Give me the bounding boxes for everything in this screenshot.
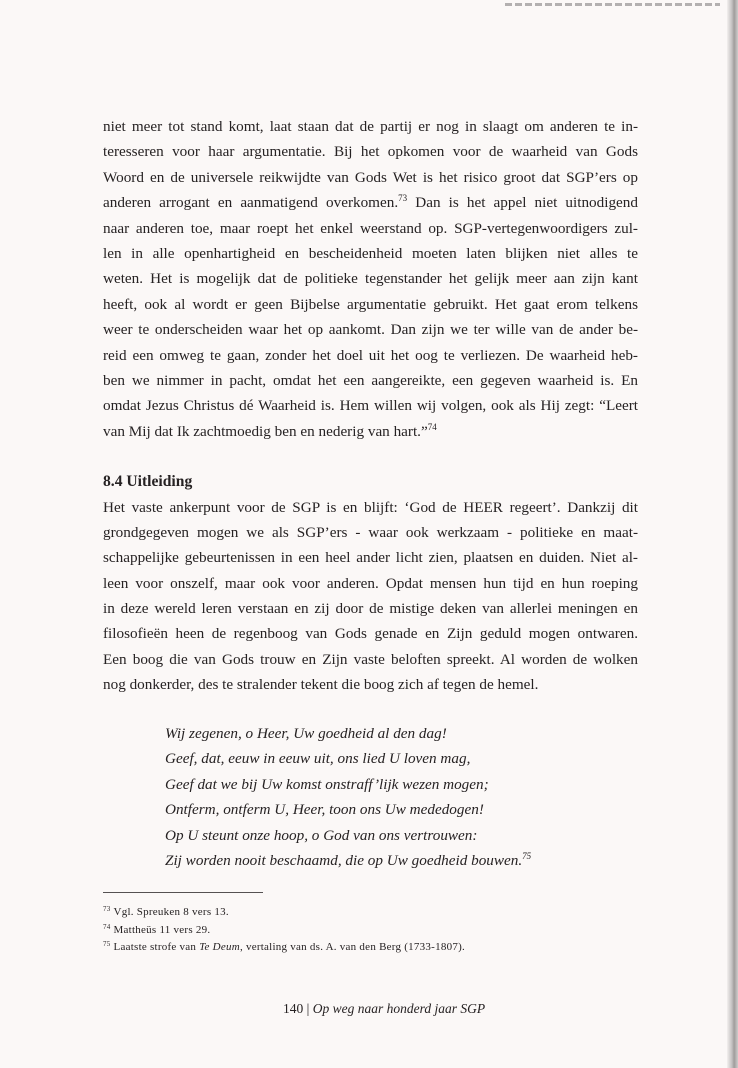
poem-line: Ontferm, ontferm U, Heer, toon ons Uw mededogen! [165, 801, 484, 819]
poem-line: Wij zegenen, o Heer, Uw goedheid al den dag! [165, 725, 447, 742]
text-line: heeft, ook al wordt er geen Bijbelse argumentatie gebruikt. Het gaat erom telkens [103, 295, 638, 313]
footnote-text: Mattheüs 11 vers 29. [113, 923, 211, 936]
text-line: nog donkerder, des te stralender tekent die boog zich af tegen de hemel. [103, 676, 539, 694]
poem-line: Geef, dat, eeuw in eeuw uit, ons lied U loven mag, [165, 750, 471, 768]
text-line: Woord en de universele reikwijdte van Gods Wet is het risico groot dat SGP’ers op [103, 168, 638, 186]
section-heading: 8.4 Uitleiding [103, 473, 193, 490]
text-line: in deze wereld leren verstaan en zij door de mistige deken van allerlei meningen en [103, 600, 638, 618]
footnote [103, 939, 623, 957]
poem-line: Op U steunt onze hoop, o God van ons vertrouwen: [165, 826, 478, 844]
text-line: ben we nimmer in pacht, omdat het een aangereikte, een gegeven waarheid is. En [103, 371, 638, 389]
text-line: grondgegeven mogen we als SGP’ers - waar ook werkzaam - politieke en maat- [103, 523, 638, 541]
footnote-number: 75 [103, 940, 111, 948]
footnote-ref: 74 [427, 421, 437, 432]
paragraph-1 [103, 114, 638, 444]
text-line: len in alle openhartigheid en bescheidenheid moeten laten blijken niet alles te [103, 244, 638, 262]
footnote-work-title: Te Deum [199, 941, 240, 953]
footnote-text: Vgl. Spreuken 8 vers 13. [113, 906, 229, 918]
footnote [103, 904, 623, 922]
text-line [103, 190, 638, 215]
text-line: weer te onderscheiden waar het op aankomt. Dan zijn we ter wille van de ander be- [103, 321, 638, 339]
footnote-ref: 75 [522, 850, 532, 861]
book-title: Op weg naar honderd jaar SGP [312, 1001, 486, 1016]
scan-edge-top [505, 3, 720, 6]
text-line: Het vaste ankerpunt voor de SGP is en blijft: ‘God de HEER regeert’. Dankzij dit [103, 498, 638, 516]
footnotes [103, 904, 623, 957]
poem-quote [165, 721, 625, 873]
text-line: weten. Het is mogelijk dat de politieke tegenstander het gelijk meer aan zijn kant [103, 270, 638, 288]
text-line: filosofieën heen de regenboog van Gods genade en Zijn geduld mogen ontwaren. [103, 625, 638, 643]
text-line: leen voor onszelf, maar ook voor anderen. Opdat mensen hun tijd en hun roeping [103, 574, 638, 592]
text-line: Een boog die van Gods trouw en Zijn vaste beloften spreekt. Al worden de wolken [103, 650, 638, 668]
text-segment: Dan is het appel niet uitnodigend [407, 194, 638, 212]
page-footer [283, 999, 485, 1019]
text-segment: Zij worden nooit beschaamd, die op Uw goedheid bouwen. [165, 851, 523, 869]
footnote-ref: 73 [398, 193, 408, 204]
footnote-text: , vertaling van ds. A. van den Berg (1733-1807). [239, 941, 465, 953]
poem-line [165, 848, 625, 873]
text-line: omdat Jezus Christus dé Waarheid is. Hem willen wij volgen, ook als Hij zegt: “Leert [103, 397, 638, 415]
text-line: teresseren voor haar argumentatie. Bij het opkomen voor de waarheid van Gods [103, 143, 638, 161]
page-number: 140 [283, 1001, 304, 1016]
footnote-text: Laatste strofe van [113, 941, 200, 953]
scan-edge-shadow [727, 0, 738, 1068]
text-line: schappelijke gebeurtenissen in een heel ander licht zien, plaatsen en duiden. Niet al- [103, 549, 638, 567]
footnote [103, 922, 623, 940]
footer-separator: | [306, 1001, 310, 1016]
text-line [103, 419, 638, 444]
text-segment: anderen arrogant en aanmatigend overkomen. [103, 194, 399, 212]
text-line: niet meer tot stand komt, laat staan dat de partij er nog in slaagt om anderen te in- [103, 118, 638, 135]
footnote-divider [103, 892, 263, 893]
footnote-number: 73 [103, 905, 111, 913]
text-line: naar anderen toe, maar roept het enkel weerstand op. SGP-vertegenwoordigers zul- [103, 219, 638, 237]
text-line: reid een omweg te gaan, zonder het doel uit het oog te verliezen. De waarheid heb- [103, 346, 638, 364]
poem-line: Geef dat we bij Uw komst onstraff’lijk wezen mogen; [165, 775, 489, 793]
text-segment: van Mij dat Ik zachtmoedig ben en nederig van hart.” [103, 422, 428, 440]
footnote-number: 74 [103, 922, 111, 931]
paragraph-2 [103, 495, 638, 698]
